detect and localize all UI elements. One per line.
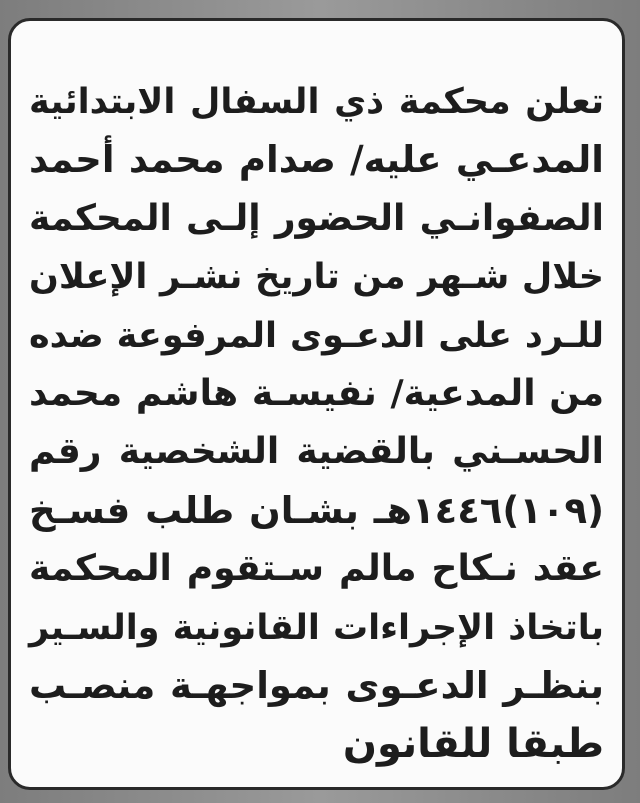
- notice-line: (١٠٩)١٤٤٦هـ بشـان طلب فسـخ: [29, 488, 604, 532]
- notice-line: من المدعية/ نفيسـة هاشم محمد: [29, 372, 604, 414]
- court-notice-card: [8, 18, 625, 790]
- notice-text: [29, 73, 604, 774]
- notice-line: تعلن محكمة ذي السفال الابتدائية: [29, 82, 604, 122]
- notice-line: الحسـني بالقضية الشخصية رقم: [29, 431, 604, 473]
- notice-line: بنظـر الدعـوى بمواجهـة منصـب: [29, 663, 604, 707]
- notice-line-last: طبقا للقانون: [342, 721, 604, 768]
- notice-line: خلال شـهر من تاريخ نشـر الإعلان: [29, 257, 604, 298]
- notice-line: المدعـي عليه/ صدام محمد أحمد: [29, 138, 604, 182]
- notice-line: للـرد على الدعـوى المرفوعة ضده: [29, 315, 604, 356]
- notice-line: باتخاذ الإجراءات القانونية والسـير: [29, 607, 604, 648]
- notice-line: الصفوانـي الحضور إلـى المحكمة: [29, 197, 604, 239]
- notice-line: عقد نـكاح مالم سـتقوم المحكمة: [29, 548, 604, 590]
